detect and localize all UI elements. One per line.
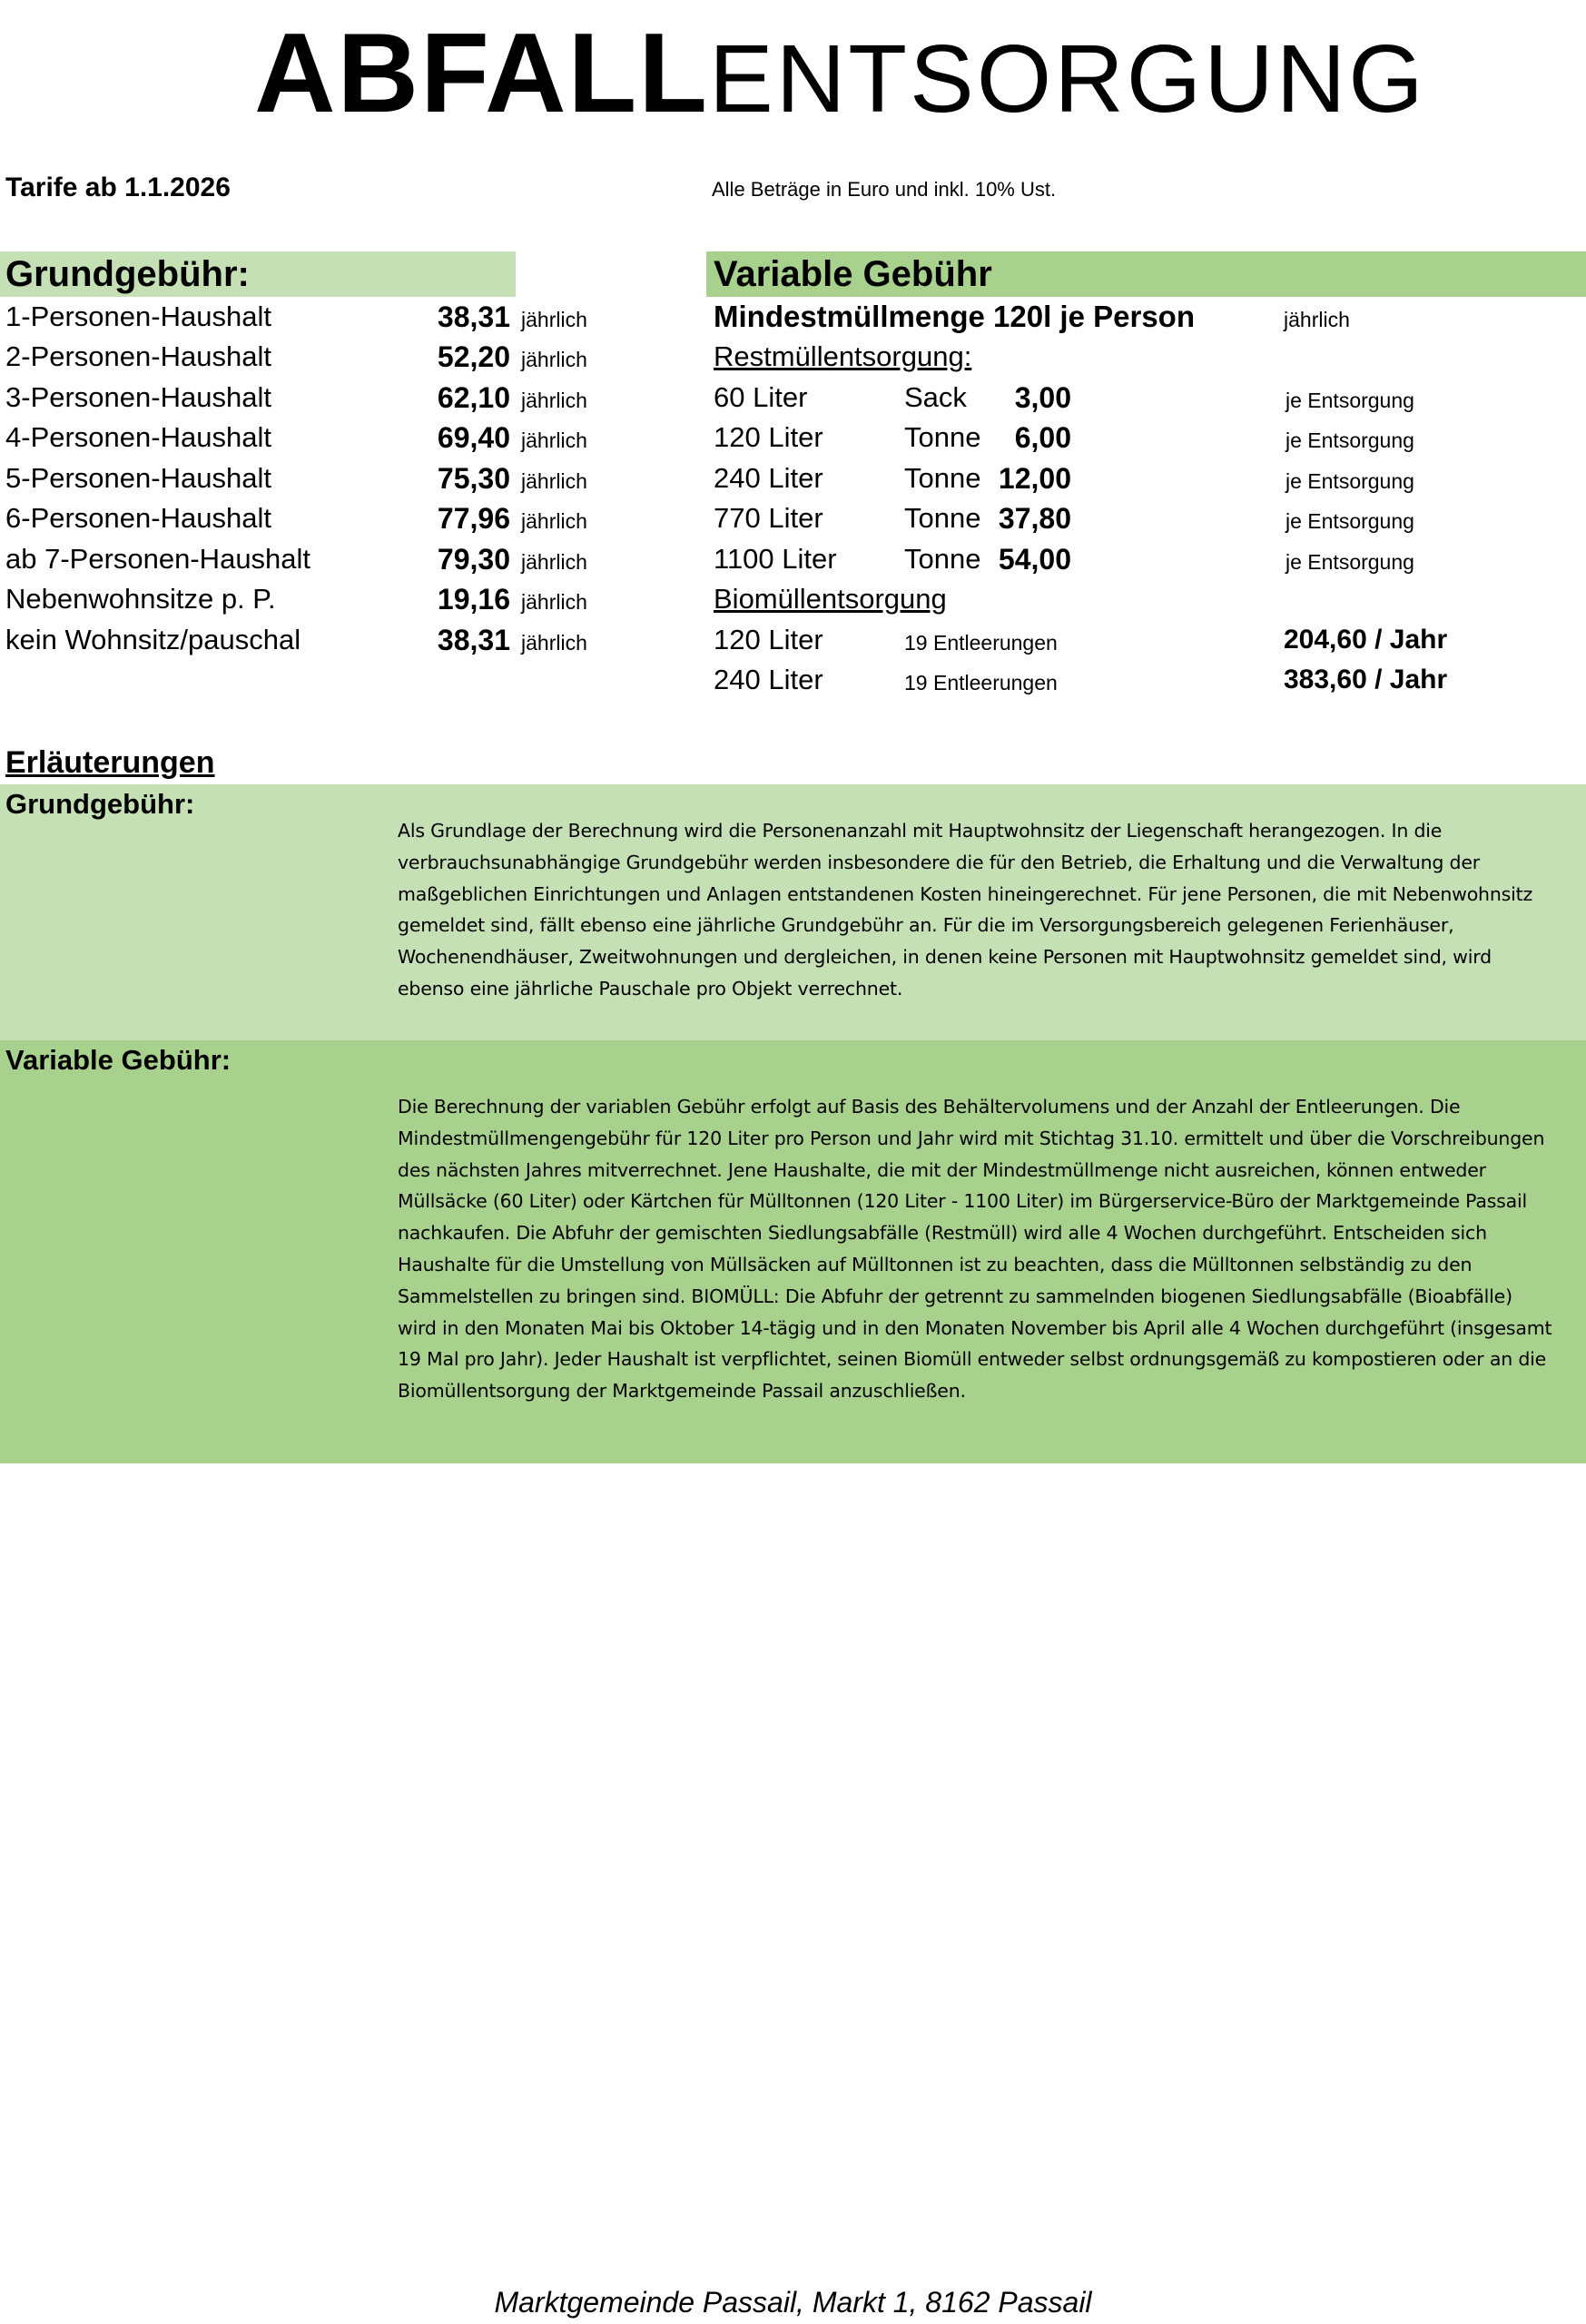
grund-row	[0, 297, 635, 337]
grund-amount: 69,40	[437, 421, 510, 454]
variable-explanation-text: Die Berechnung der variablen Gebühr erfolgt auf Basis des Behältervolumens und der Anzahl der Entleerungen. Die Mindestmüllmengengebühr für 120 Liter pro Person und Jahr wird mit Stichtag 31.10. ermittelt und über die Vorschreibungen des nächsten Jahres mitverrechnet. Jene Haushalte, die mit der Mindestmüllmenge nicht ausreichen, können entweder Müllsäcke (60 Liter) oder Kärtchen für Mülltonnen (120 Liter - 1100 Liter) im Bürgerservice-Büro der Marktgemeinde Passail nachkaufen. Die Abfuhr der gemischten Siedlungsabfälle (Restmüll) wird alle 4 Wochen durchgeführt. Entscheiden sich Haushalte für die Umstellung von Müllsäcken auf Mülltonnen ist zu beachten, dass die Mülltonnen selbständig zu den Sammelstellen zu bringen sind. BIOMÜLL: Die Abfuhr der getrennt zu sammelnden biogenen Siedlungsabfälle (Bioabfälle) wird in den Monaten Mai bis Oktober 14-tägig und in den Monaten November bis April alle 4 Wochen durchgeführt (insgesamt 19 Mal pro Jahr). Jeder Haushalt ist verpflichtet, seinen Biomüll entweder selbst ordnungsgemäß zu kompostieren oder an die Biomüllentsorgung der Marktgemeinde Passail anzuschließen.	[398, 1096, 1552, 1403]
bio-count: 19 Entleerungen	[904, 631, 1058, 655]
bio-row	[706, 660, 1586, 700]
rest-row	[706, 539, 1586, 579]
grund-unit: jährlich	[521, 509, 587, 533]
grund-label: 4-Personen-Haushalt	[5, 421, 271, 453]
rest-price: 3,00	[1014, 381, 1071, 414]
grund-row	[0, 458, 635, 498]
bio-row	[706, 620, 1586, 660]
grund-row	[0, 378, 635, 418]
rest-row	[706, 458, 1586, 498]
rest-volume: 60 Liter	[714, 381, 808, 413]
bio-title: Biomüllentsorgung	[714, 583, 947, 615]
rest-per: je Entsorgung	[1286, 428, 1414, 452]
grund-amount: 75,30	[437, 462, 510, 495]
title-bold: ABFALL	[254, 11, 710, 136]
rest-price: 54,00	[998, 543, 1071, 576]
rest-type: Tonne	[904, 543, 981, 575]
grund-label: Nebenwohnsitze p. P.	[5, 583, 276, 615]
grund-unit: jährlich	[521, 348, 587, 371]
rest-price: 37,80	[998, 502, 1071, 535]
grund-amount: 38,31	[437, 624, 510, 656]
variable-explanation-title: Variable Gebühr:	[5, 1044, 231, 1076]
rest-per: je Entsorgung	[1286, 469, 1414, 493]
grund-amount: 77,96	[437, 502, 510, 535]
grund-amount: 62,10	[437, 381, 510, 414]
tarif-header: Tarife ab 1.1.2026	[5, 172, 231, 202]
grund-explanation-title: Grundgebühr:	[5, 788, 195, 820]
rest-price: 6,00	[1014, 421, 1071, 454]
grund-row	[0, 539, 635, 579]
grund-label: 6-Personen-Haushalt	[5, 502, 271, 534]
grund-unit: jährlich	[521, 550, 587, 574]
grund-row	[0, 418, 635, 458]
variable-explanation-band	[0, 1040, 1586, 1463]
rest-volume: 240 Liter	[714, 462, 823, 494]
rest-title: Restmüllentsorgung:	[714, 340, 972, 372]
grund-unit: jährlich	[521, 308, 587, 331]
rest-volume: 1100 Liter	[714, 543, 837, 575]
bio-yearly: 383,60 / Jahr	[1284, 665, 1448, 694]
grund-row	[0, 620, 635, 660]
rest-type: Tonne	[904, 462, 981, 494]
grund-label: 3-Personen-Haushalt	[5, 381, 271, 413]
grund-label: 2-Personen-Haushalt	[5, 340, 271, 372]
footer-address: Marktgemeinde Passail, Markt 1, 8162 Passail	[494, 2286, 1092, 2319]
mindest-label: Mindestmüllmenge 120l je Person	[714, 300, 1195, 333]
erlaeuterungen-title: Erläuterungen	[5, 745, 215, 780]
rest-per: je Entsorgung	[1286, 550, 1414, 574]
bio-volume: 120 Liter	[714, 624, 823, 655]
rest-type: Sack	[904, 381, 967, 413]
rest-row	[706, 418, 1586, 458]
grund-row	[0, 498, 635, 538]
grund-row	[0, 337, 635, 377]
grund-row	[0, 579, 635, 619]
grund-unit: jährlich	[521, 631, 587, 655]
rest-volume: 120 Liter	[714, 421, 823, 453]
grund-amount: 19,16	[437, 583, 510, 615]
grund-unit: jährlich	[521, 428, 587, 452]
bio-volume: 240 Liter	[714, 664, 823, 695]
grund-unit: jährlich	[521, 389, 587, 412]
rest-price: 12,00	[998, 462, 1071, 495]
grund-explanation-band	[0, 784, 1586, 1040]
rest-row	[706, 498, 1586, 538]
grund-unit: jährlich	[521, 590, 587, 614]
vat-note: Alle Beträge in Euro und inkl. 10% Ust.	[712, 178, 1057, 201]
grund-label: 5-Personen-Haushalt	[5, 462, 271, 494]
grund-amount: 52,20	[437, 340, 510, 373]
grund-amount: 38,31	[437, 300, 510, 333]
rest-per: je Entsorgung	[1286, 509, 1414, 533]
grund-label: kein Wohnsitz/pauschal	[5, 624, 301, 655]
grund-amount: 79,30	[437, 543, 510, 576]
rest-type: Tonne	[904, 502, 981, 534]
grund-unit: jährlich	[521, 469, 587, 493]
title-light: ENTSORGUNG	[709, 25, 1426, 133]
grund-label: 1-Personen-Haushalt	[5, 300, 271, 332]
rest-row	[706, 378, 1586, 418]
grund-explanation-text: Als Grundlage der Berechnung wird die Personenanzahl mit Hauptwohnsitz der Liegenschaft herangezogen. In die verbrauchsunabhängige Grundgebühr werden insbesondere die für den Betrieb, die Erhaltung und die Verwaltung der maßgeblichen Einrichtungen und Anlagen entstandenen Kosten hineingerechnet. Für jene Personen, die mit Nebenwohnsitz gemeldet sind, fällt ebenso eine jährliche Grundgebühr an. Für die im Versorgungsbereich gelegenen Ferienhäuser, Wochenendhäuser, Zweitwohnungen und dergleichen, in denen keine Personen mit Hauptwohnsitz gemeldet sind, wird ebenso eine jährliche Pauschale pro Objekt verrechnet.	[398, 820, 1533, 1000]
rest-type: Tonne	[904, 421, 981, 453]
page-title	[254, 5, 1426, 147]
grund-title: Grundgebühr:	[5, 254, 250, 294]
mindest-unit: jährlich	[1284, 308, 1350, 331]
rest-per: je Entsorgung	[1286, 389, 1414, 412]
variable-title: Variable Gebühr	[714, 254, 992, 294]
rest-volume: 770 Liter	[714, 502, 823, 534]
bio-yearly: 204,60 / Jahr	[1284, 625, 1448, 655]
bio-count: 19 Entleerungen	[904, 671, 1058, 694]
grund-label: ab 7-Personen-Haushalt	[5, 543, 311, 575]
